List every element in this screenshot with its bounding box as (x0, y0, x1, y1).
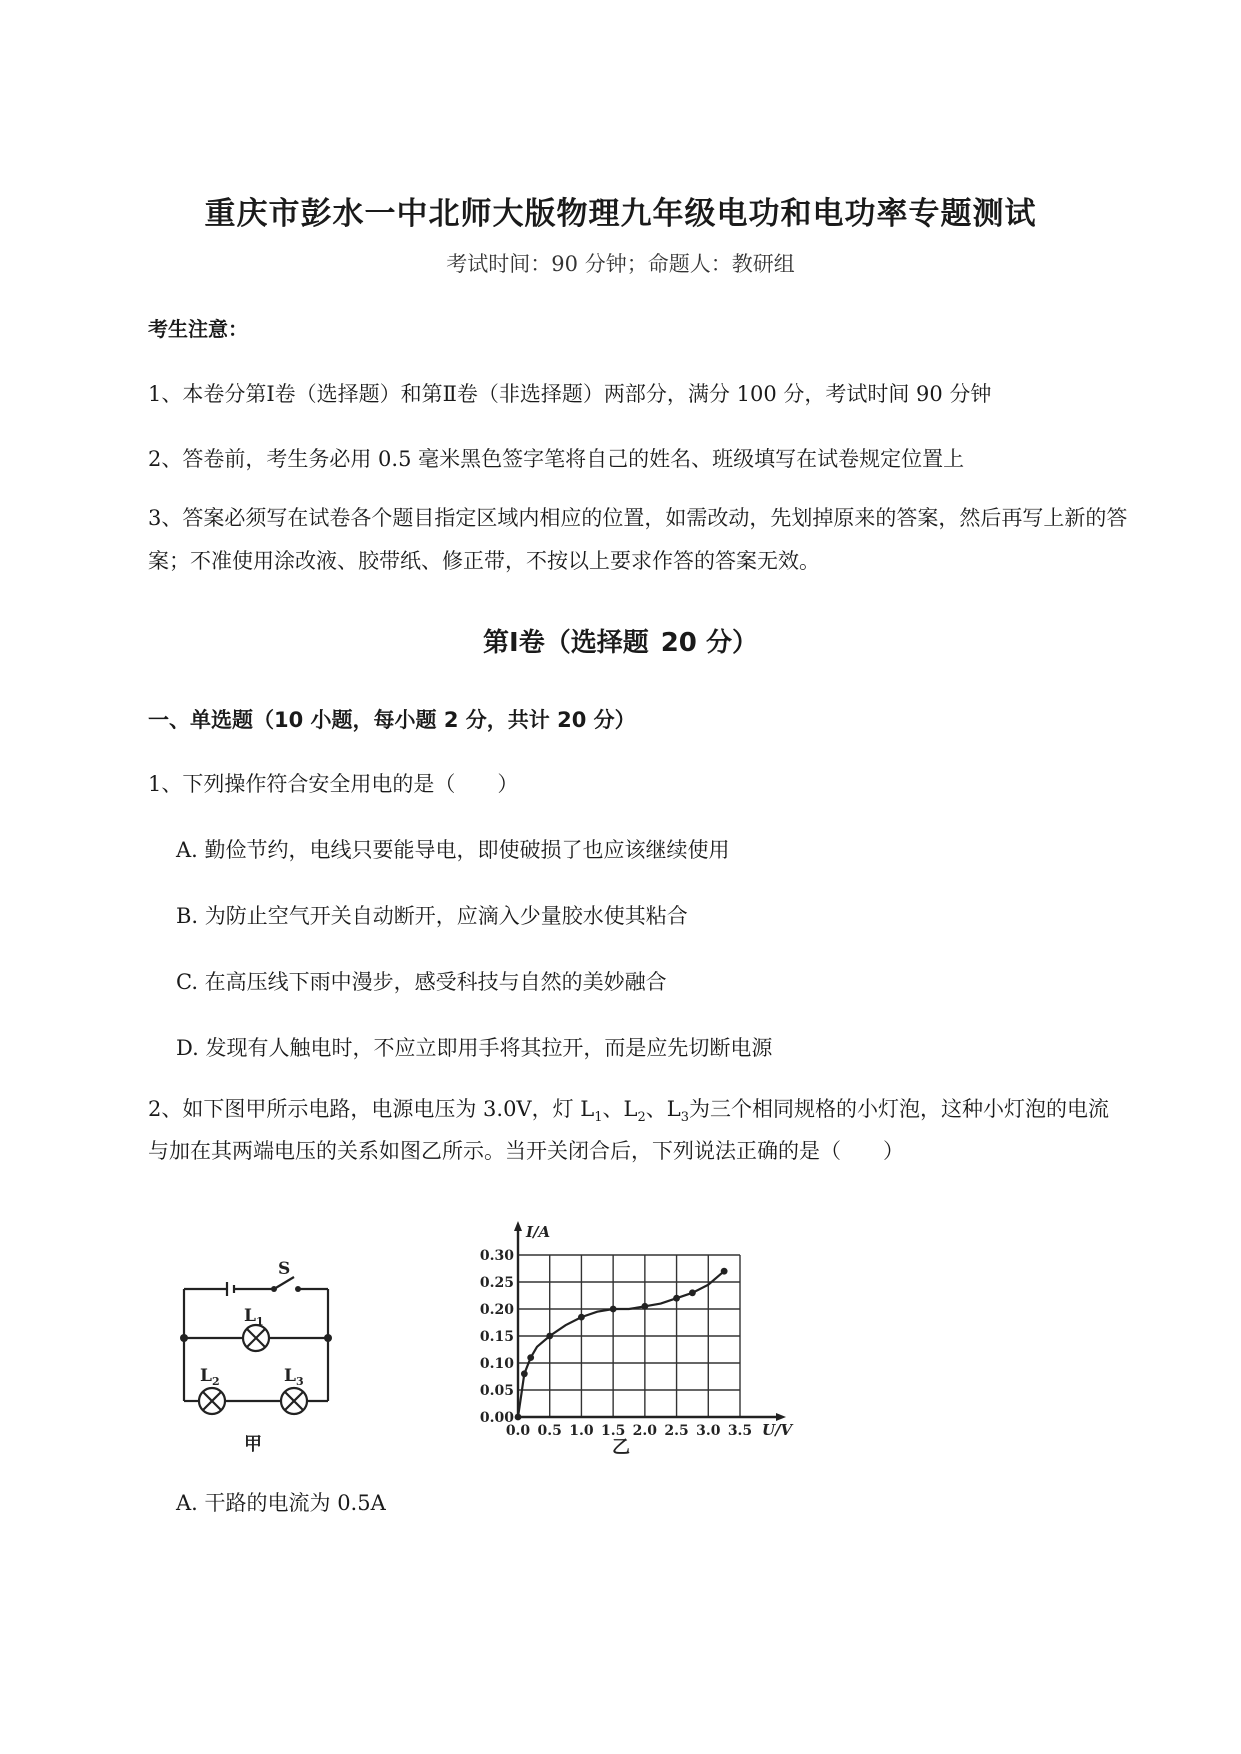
x-tick-label: 3.5 (727, 1423, 753, 1439)
lamp-l3 (281, 1388, 307, 1414)
y-tick-label: 0.20 (479, 1302, 514, 1318)
question-1-stem: 1、下列操作符合安全用电的是（ ） (148, 772, 519, 796)
y-tick-label: 0.10 (479, 1356, 514, 1372)
lamp-l3-letter: L (284, 1366, 296, 1386)
data-point (721, 1268, 728, 1275)
x-tick-label: 0.0 (505, 1423, 531, 1439)
exam-subtitle: 考试时间：90 分钟；命题人：教研组 (446, 252, 795, 276)
data-point (689, 1289, 696, 1296)
lamp-l1-letter: L (244, 1306, 256, 1326)
data-point (673, 1295, 680, 1302)
q2-sub-1: 1 (594, 1110, 603, 1126)
x-tick-label: 2.0 (632, 1423, 658, 1439)
data-point (546, 1333, 553, 1340)
lamp-l2-sub: 2 (211, 1375, 220, 1388)
x-axis-arrow (776, 1413, 786, 1421)
lamp-l1-label (244, 1306, 264, 1328)
q2-sep-2: 、L (645, 1097, 681, 1121)
data-point (527, 1354, 534, 1361)
question-2-option-a[interactable]: A. 干路的电流为 0.5A (176, 1491, 386, 1515)
notice-item-2: 2、答卷前，考生务必用 0.5 毫米黑色签字笔将自己的姓名、班级填写在试卷规定位置上 (148, 447, 965, 471)
x-tick-label: 2.5 (664, 1423, 689, 1439)
y-tick-label: 0.25 (479, 1275, 514, 1291)
section-title (0, 622, 1241, 659)
data-point (610, 1306, 617, 1313)
section-subheading: 一、单选题（10 小题，每小题 2 分，共计 20 分） (148, 708, 636, 732)
section-score: 20 分） (660, 628, 758, 658)
circuit-caption: 甲 (244, 1434, 262, 1455)
notice-heading: 考生注意： (148, 317, 248, 341)
notice-item-3: 3、答案必须写在试卷各个题目指定区域内相应的位置，如需改动，先划掉原来的答案，然后再写上新的答案；不准使用涂改液、胶带纸、修正带，不按以上要求作答的答案无效。 (148, 506, 1128, 573)
question-1-option-b[interactable]: B. 为防止空气开关自动断开，应滴入少量胶水使其粘合 (176, 904, 688, 928)
question-1-option-a[interactable]: A. 勤俭节约，电线只要能导电，即使破损了也应该继续使用 (176, 838, 730, 862)
section-title-text: 第Ⅰ卷（选择题 (483, 628, 649, 658)
lamp-l1-sub: 1 (255, 1315, 264, 1328)
x-tick-label: 3.0 (696, 1423, 721, 1439)
x-axis-label: U/V (762, 1421, 793, 1439)
lamp-l2 (199, 1388, 225, 1414)
y-axis-arrow (514, 1221, 522, 1231)
y-tick-label: 0.30 (479, 1248, 514, 1264)
x-tick-label: 1.5 (600, 1423, 626, 1439)
question-1-option-d[interactable]: D. 发现有人触电时，不应立即用手将其拉开，而是应先切断电源 (176, 1036, 773, 1060)
lamp-l2-label (200, 1366, 220, 1388)
notice-item-1: 1、本卷分第Ⅰ卷（选择题）和第Ⅱ卷（非选择题）两部分，满分 100 分，考试时间 90 分钟 (148, 382, 992, 406)
x-tick-label: 1.0 (569, 1423, 594, 1439)
lamp-l3-sub: 3 (295, 1375, 304, 1388)
switch-label: S (278, 1259, 291, 1279)
iu-chart (470, 1215, 810, 1455)
q2-text-b: 为三个相同规格的小灯泡，这种小灯泡的电流 (688, 1097, 1109, 1121)
lamp-l3-label (284, 1366, 304, 1388)
q2-sep-1: 、L (602, 1097, 638, 1121)
chart-ticks (480, 1248, 752, 1439)
data-point (641, 1303, 648, 1310)
data-point (515, 1414, 522, 1421)
chart-caption: 乙 (612, 1437, 630, 1455)
y-tick-label: 0.05 (479, 1383, 514, 1399)
question-2-line-2: 与加在其两端电压的关系如图乙所示。当开关闭合后，下列说法正确的是（ ） (148, 1139, 904, 1163)
y-tick-label: 0.00 (479, 1410, 514, 1426)
y-axis-label: I/A (526, 1223, 551, 1241)
question-1-option-c[interactable]: C. 在高压线下雨中漫步，感受科技与自然的美妙融合 (176, 970, 667, 994)
lamp-l1 (243, 1325, 269, 1351)
y-tick-label: 0.15 (479, 1329, 514, 1345)
q2-sub-3: 3 (680, 1110, 689, 1126)
lamp-l2-letter: L (200, 1366, 212, 1386)
x-tick-label: 0.5 (537, 1423, 562, 1439)
page-title: 重庆市彭水一中北师大版物理九年级电功和电功率专题测试 (204, 196, 1037, 232)
data-point (521, 1370, 528, 1377)
question-2-line-1 (148, 1093, 1109, 1125)
data-point (578, 1314, 585, 1321)
circuit-diagram (170, 1255, 350, 1455)
q2-text-a: 2、如下图甲所示电路，电源电压为 3.0V，灯 L (148, 1097, 595, 1121)
chart-axes (514, 1221, 786, 1421)
q2-sub-2: 2 (637, 1110, 646, 1126)
